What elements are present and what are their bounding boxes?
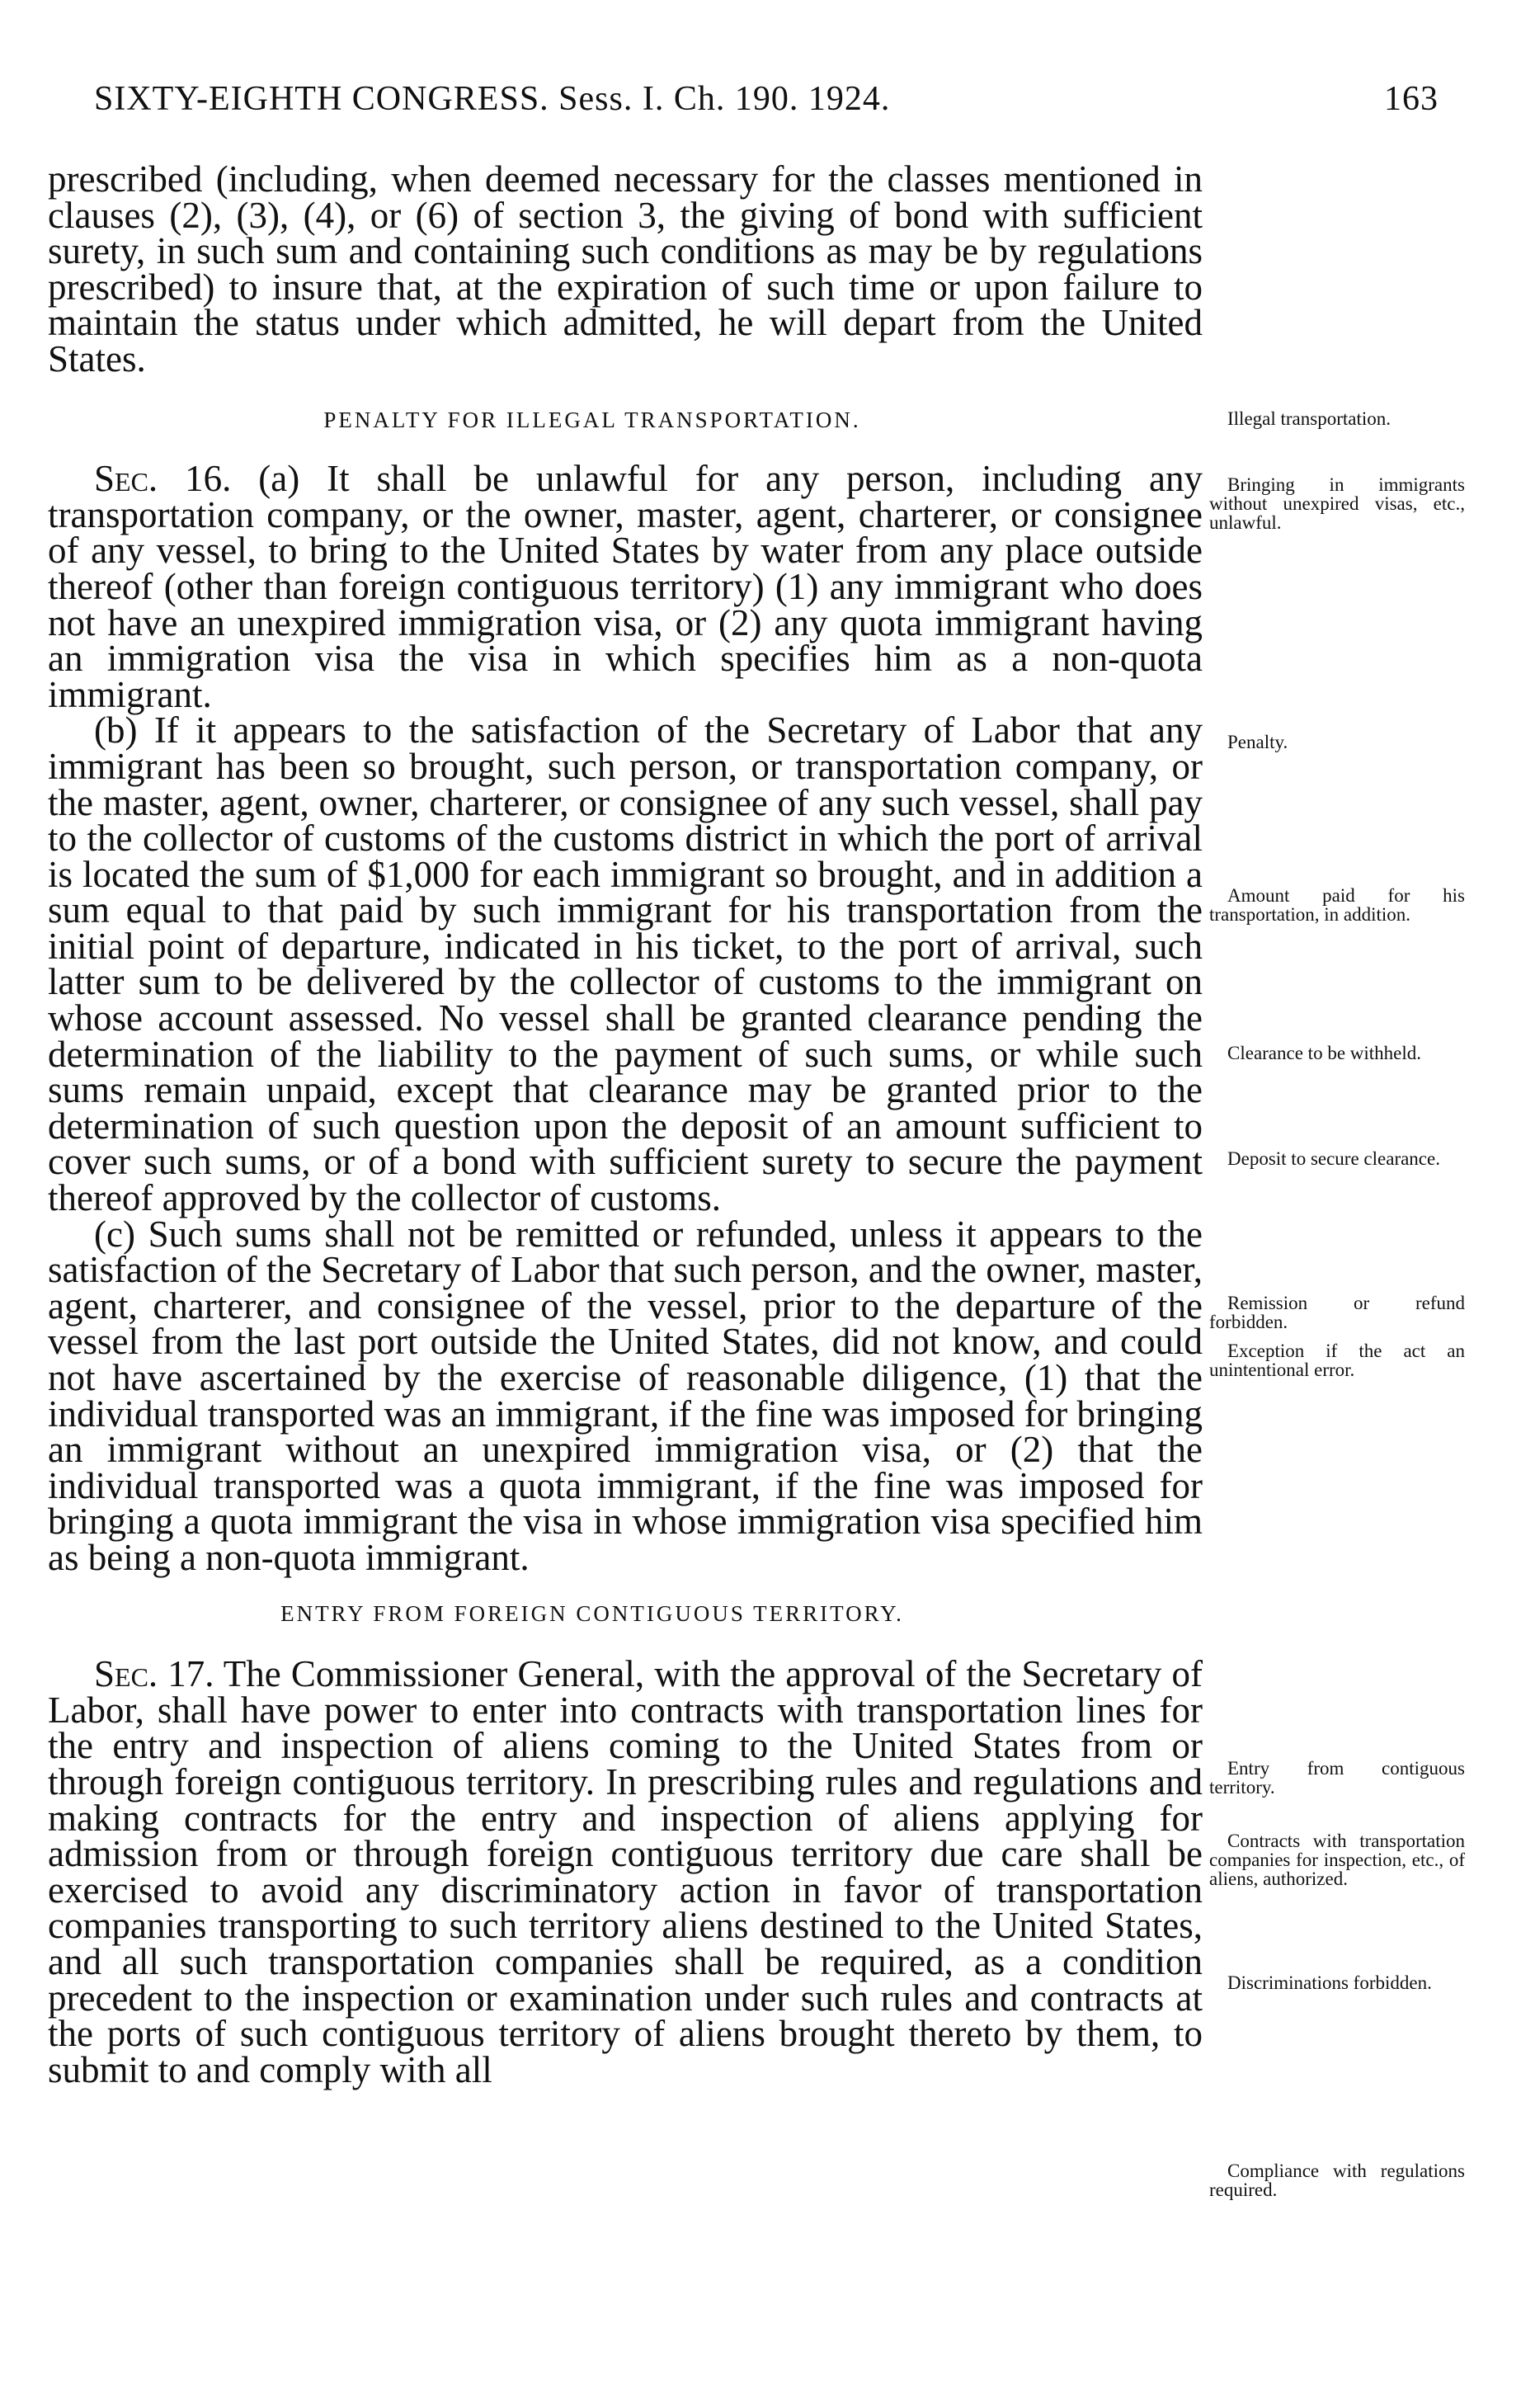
margin-note: Deposit to secure clearance. (1227, 1148, 1440, 1169)
sec16-c-paragraph: (c) Such sums shall not be remitted or refunded, unless it appears to the satisfaction of the Secretary of Labor that such person, and the owner, master, agent, charterer, and consignee of the vessel, prior to the departure of the vessel from the last port outside the United States, did not know, and could not have ascertained by the exercise of reasonable diligence, (1) that the individual transported was an immigrant, if the fine was imposed for bringing an immigrant without an unexpired immigration visa, or (2) that the individual transported was a quota immigrant, if the fine was imposed for bringing a quota immigrant the visa in whose immigration visa specified him as being a non-quota immigrant. (48, 1213, 1203, 1578)
margin-note: Penalty. (1227, 732, 1288, 752)
page-number: 163 (1384, 80, 1439, 118)
paragraph-continuation: prescribed (including, when deemed necessary for the classes mentioned in clauses (2), (3), (4), or (6) of section 3, the giving of bond with sufficient surety, in such sum and containing such conditions as may be by regulations prescribed) to insure that, at the expiration of such time or upon failure to maintain the status under which admitted, he will depart from the United States. (48, 158, 1203, 379)
margin-note: Compliance with regulations required. (1209, 2161, 1465, 2200)
margin-note: Contracts with transportation companies for inspection, etc., of aliens, authorized. (1209, 1831, 1465, 1889)
section-heading-penalty: PENALTY FOR ILLEGAL TRANSPORTATION. (323, 407, 861, 432)
sec17-paragraph (48, 1653, 1203, 2090)
sec16-a-text: (a) It shall be unlawful for any person, including any transportation company, or the owner, master, agent, charterer, or consignee of any vessel, to bring to the United States by water from any place outside thereof (other than foreign contiguous territory) (1) any immigrant who does not have an unexpired immigration visa, or (2) any quota immigrant having an immigration visa the visa in which specifies him as a non-quota immigrant. (48, 458, 1203, 715)
margin-note: Entry from contiguous territory. (1209, 1758, 1465, 1798)
sec16-label: Sec. 16. (94, 458, 232, 500)
margin-note: Discriminations forbidden. (1227, 1972, 1432, 1993)
sec17-label: Sec. 17. (94, 1653, 214, 1695)
sec16-a-paragraph (48, 458, 1203, 715)
main-text (48, 158, 1203, 2090)
margin-note: Amount paid for his transportation, in addition. (1209, 885, 1465, 925)
running-title: SIXTY-EIGHTH CONGRESS. Sess. I. Ch. 190. 1924. (94, 80, 891, 118)
margin-notes (1209, 0, 1481, 2408)
sec16-b-paragraph: (b) If it appears to the satisfaction of the Secretary of Labor that any immigrant has been so brought, such person, or transportation company, or the master, agent, owner, charterer, or consignee of any such vessel, shall pay to the collector of customs of the customs district in which the port of arrival is located the sum of $1,000 for each immigrant so brought, and in addition a sum equal to that paid by such immigrant for his transportation from the initial point of departure, indicated in his ticket, to the port of arrival, such latter sum to be delivered by the collector of customs to the immigrant on whose account assessed. No vessel shall be granted clearance pending the determination of the liability to the payment of such sums, or while such sums remain unpaid, except that clearance may be granted prior to the determination of such question upon the deposit of an amount sufficient to cover such sums, or of a bond with sufficient surety to secure the payment thereof approved by the collector of customs. (48, 709, 1203, 1219)
margin-note: Exception if the act an unintentional error. (1209, 1341, 1465, 1380)
margin-note: Remission or refund forbidden. (1209, 1293, 1465, 1332)
section-heading-entry: ENTRY FROM FOREIGN CONTIGUOUS TERRITORY. (280, 1600, 904, 1626)
margin-note: Clearance to be withheld. (1227, 1043, 1422, 1063)
margin-note: Illegal transportation. (1227, 408, 1391, 429)
margin-note: Bringing in immigrants without unexpired visas, etc., unlawful. (1209, 474, 1465, 533)
sec17-text: The Commissioner General, with the approval of the Secretary of Labor, shall have power to enter into contracts with transportation lines for the entry and inspection of aliens coming to the United States from or through foreign contiguous territory. In prescribing rules and regulations and making contracts for the entry and inspection of aliens applying for admission from or through foreign contiguous territory due care shall be exercised to avoid any discriminatory action in favor of transportation companies transporting to such territory aliens destined to the United States, and all such transportation companies shall be required, as a condition precedent to the inspection or examination under such rules and contracts at the ports of such contiguous territory of aliens brought thereto by them, to submit to and comply with all (48, 1653, 1203, 2090)
